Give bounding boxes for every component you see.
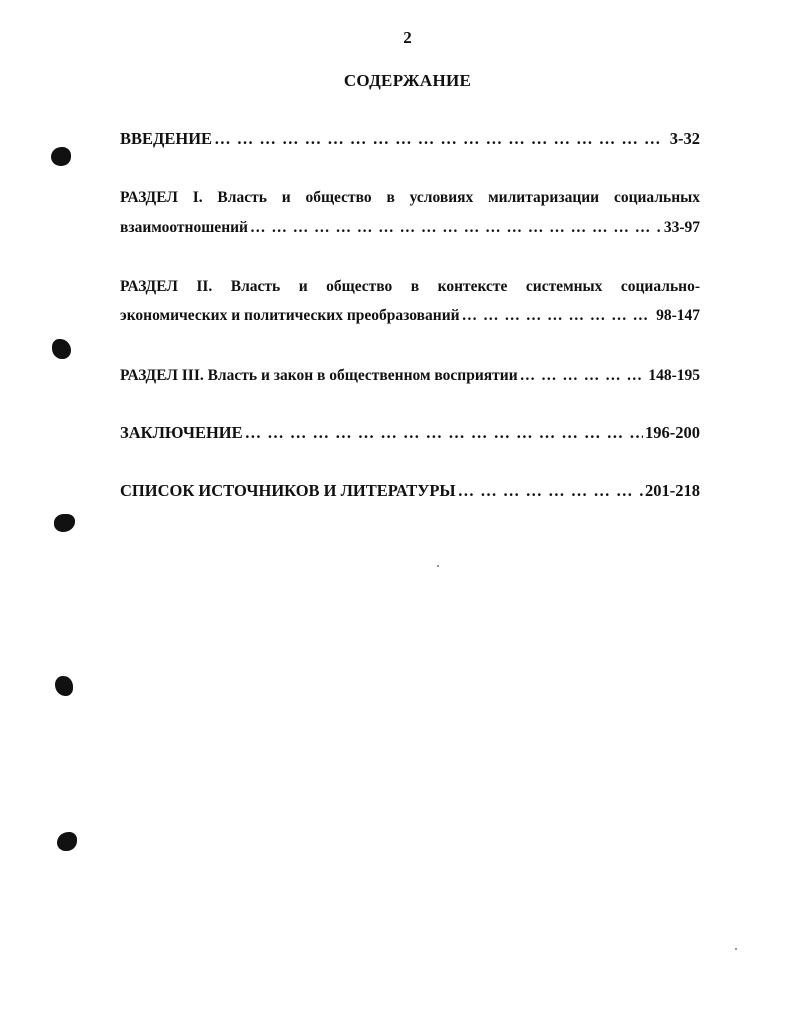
toc-entry-pages: 148-195 (648, 367, 700, 384)
toc-entry-sources (120, 481, 700, 501)
toc-entry-title: ВВЕДЕНИЕ (120, 129, 213, 148)
toc-entry-pages: 33-97 (663, 219, 700, 236)
dot-leader (250, 218, 662, 238)
toc-entry-intro (120, 129, 700, 149)
toc-entry-pages: 196-200 (645, 423, 700, 442)
toc-entry-title: экономических и политических преобразований (120, 307, 460, 324)
toc-entry-conclusion (120, 423, 700, 443)
toc-entry-section1-line1: РАЗДЕЛ I. Власть и общество в условиях милитаризации социальных (120, 189, 700, 206)
punch-hole-mark (57, 832, 77, 851)
dot-leader (458, 481, 643, 501)
dot-leader (245, 423, 643, 443)
toc-entry-title: ЗАКЛЮЧЕНИЕ (120, 423, 243, 442)
page-title: СОДЕРЖАНИЕ (343, 71, 472, 90)
toc-entry-section1-line2 (120, 218, 700, 238)
toc-entry-title: СПИСОК ИСТОЧНИКОВ И ЛИТЕРАТУРЫ (120, 481, 456, 500)
toc-entry-section2-line1: РАЗДЕЛ II. Власть и общество в контексте системных социально- (120, 278, 700, 295)
scan-speck (735, 948, 737, 950)
toc-entry-pages: 98-147 (656, 307, 700, 324)
punch-hole-mark (52, 339, 71, 359)
toc-entry-title: взаимоотношений (120, 219, 248, 236)
dot-leader (214, 129, 668, 149)
punch-hole-mark (54, 514, 75, 532)
toc-entry-section2-line2 (120, 306, 700, 326)
punch-hole-mark (55, 676, 73, 696)
dot-leader (462, 306, 655, 326)
toc-entry-pages: 201-218 (645, 481, 700, 500)
dot-leader (520, 366, 647, 386)
scan-speck (437, 565, 439, 567)
toc-entry-section3 (120, 366, 700, 386)
page-number: 2 (403, 28, 412, 47)
toc-entry-title: РАЗДЕЛ III. Власть и закон в общественном восприятии (120, 367, 518, 384)
punch-hole-mark (51, 147, 71, 166)
toc-entry-pages: 3-32 (669, 129, 700, 148)
